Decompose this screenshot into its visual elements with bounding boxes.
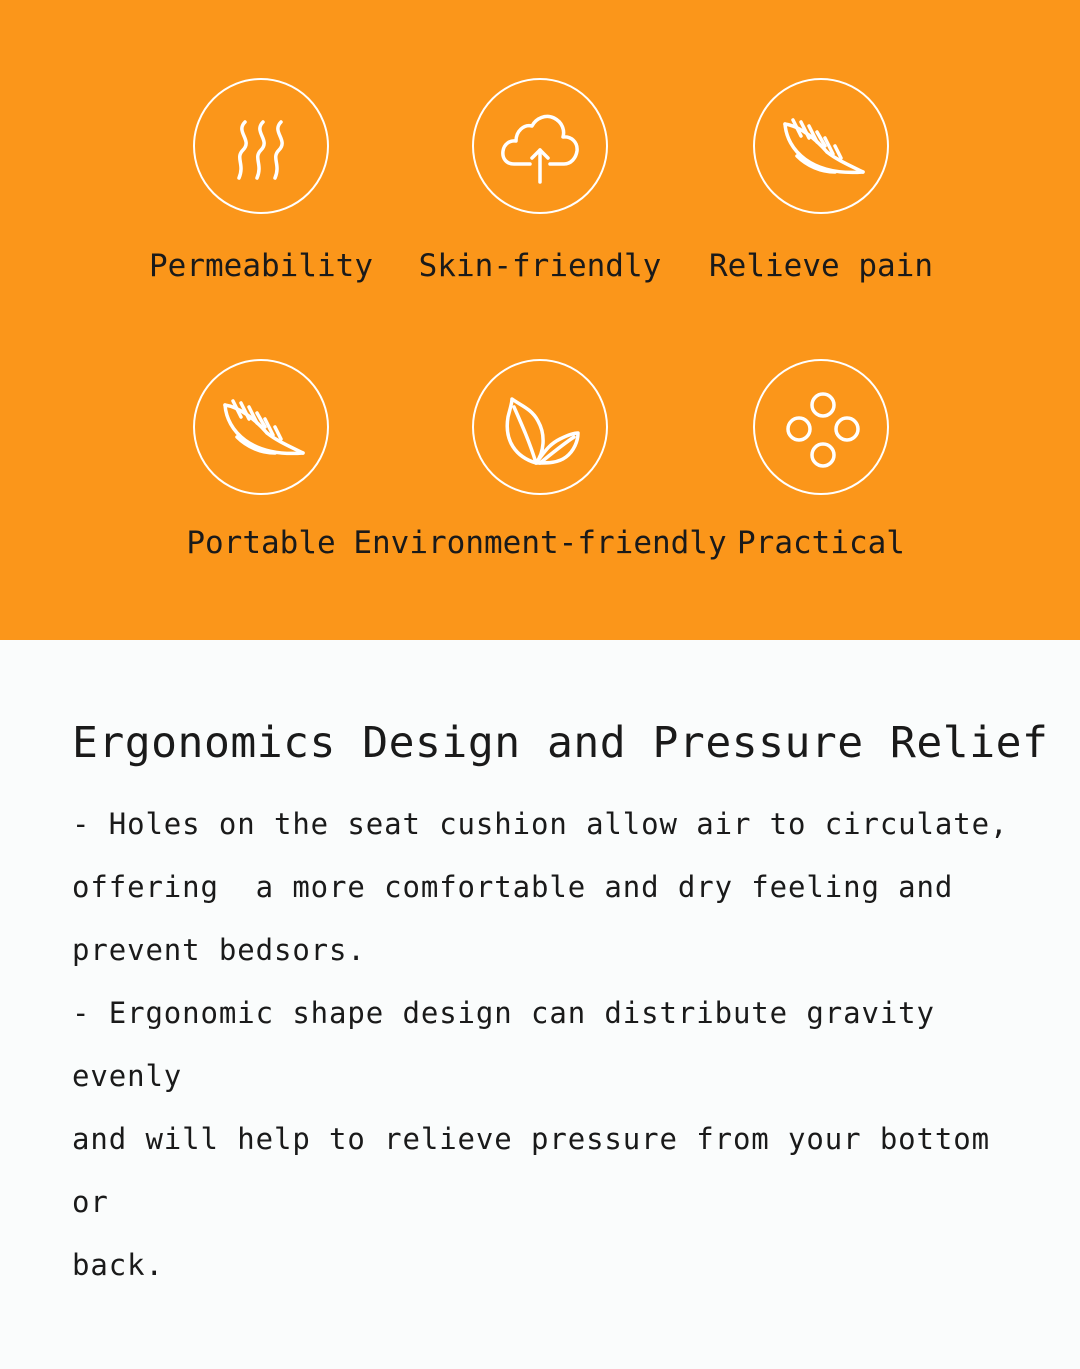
feature-label: Skin-friendly: [418, 248, 662, 284]
feather-icon: [193, 359, 329, 495]
feature-label: Practical: [737, 525, 905, 561]
feature-label: Environment-friendly: [353, 525, 727, 561]
feature-label: Relieve pain: [709, 248, 933, 284]
feature-label: Portable: [186, 525, 336, 561]
paragraph-pressure-relief: - Ergonomic shape design can distribute gravity evenly and will help to relieve pressure from your bottom or back.: [72, 996, 990, 1282]
four-dots-icon: [753, 359, 889, 495]
paragraph-air-circulation: - Holes on the seat cushion allow air to circulate, offering a more comfortable and dry feeling and prevent bedsors.: [72, 807, 1009, 967]
section-title: Ergonomics Design and Pressure Relief: [72, 718, 1049, 768]
cloud-upload-icon: [472, 78, 608, 214]
feather-icon: [753, 78, 889, 214]
features-banner: [0, 0, 1080, 640]
heat-waves-icon: [193, 78, 329, 214]
feature-relieve-pain: [631, 78, 1011, 318]
leaves-icon: [472, 359, 608, 495]
feature-label: Permeability: [149, 248, 373, 284]
feature-practical: [631, 359, 1011, 599]
